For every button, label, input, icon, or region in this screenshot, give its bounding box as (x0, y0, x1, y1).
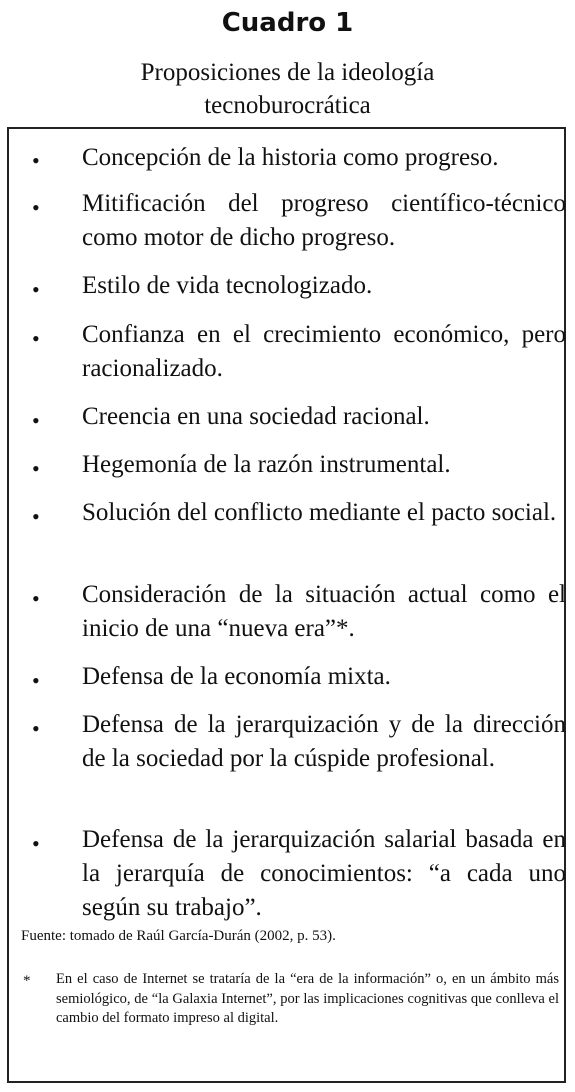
bullet: • (32, 326, 40, 351)
list-item: Creencia en una sociedad racional. (82, 403, 430, 430)
list-item: Solución del conflicto mediante el pacto social. (82, 499, 557, 526)
list-item: Mitificación del progreso científico-técnico como motor de dicho progreso. (82, 190, 566, 251)
subtitle-line-1: Proposiciones de la ideología (140, 59, 435, 86)
bullet: • (32, 504, 40, 529)
bullet: • (32, 586, 40, 611)
list-item: Confianza en el crecimiento económico, pero racionalizado. (82, 321, 566, 382)
list-item: Consideración de la situación actual como el inicio de una “nueva era”*. (82, 581, 566, 642)
bullet: • (32, 148, 40, 173)
bullet: • (32, 716, 40, 741)
bullet: • (32, 408, 40, 433)
list-item: Hegemonía de la razón instrumental. (82, 451, 451, 478)
bullet: • (32, 195, 40, 220)
list-item: Defensa de la jerarquización salarial basada en la jerarquía de conocimientos: “a cada uno según su trabajo”. (82, 826, 566, 921)
bullet: • (32, 277, 40, 302)
footnote-mark: * (23, 973, 31, 989)
bullet: • (32, 668, 40, 693)
list-item: Concepción de la historia como progreso. (82, 144, 499, 171)
table-heading: Cuadro 1 (221, 8, 354, 38)
bullet: • (32, 456, 40, 481)
table-subtitle (0, 56, 575, 122)
footnote-text: En el caso de Internet se trataría de la “era de la información” o, en un ámbito más semiológico, de “la Galaxia Internet”, por las implicaciones cognitivas que conlleva el cambio del formato impreso al digital. (56, 971, 559, 1026)
source-note: Fuente: tomado de Raúl García-Durán (2002, p. 53). (21, 928, 336, 944)
list-item: Defensa de la economía mixta. (82, 663, 391, 690)
bullet: • (32, 831, 40, 856)
subtitle-line-2: tecnoburocrática (204, 92, 371, 119)
list-item: Estilo de vida tecnologizado. (82, 272, 373, 299)
list-item: Defensa de la jerarquización y de la dirección de la sociedad por la cúspide profesional. (82, 711, 566, 772)
